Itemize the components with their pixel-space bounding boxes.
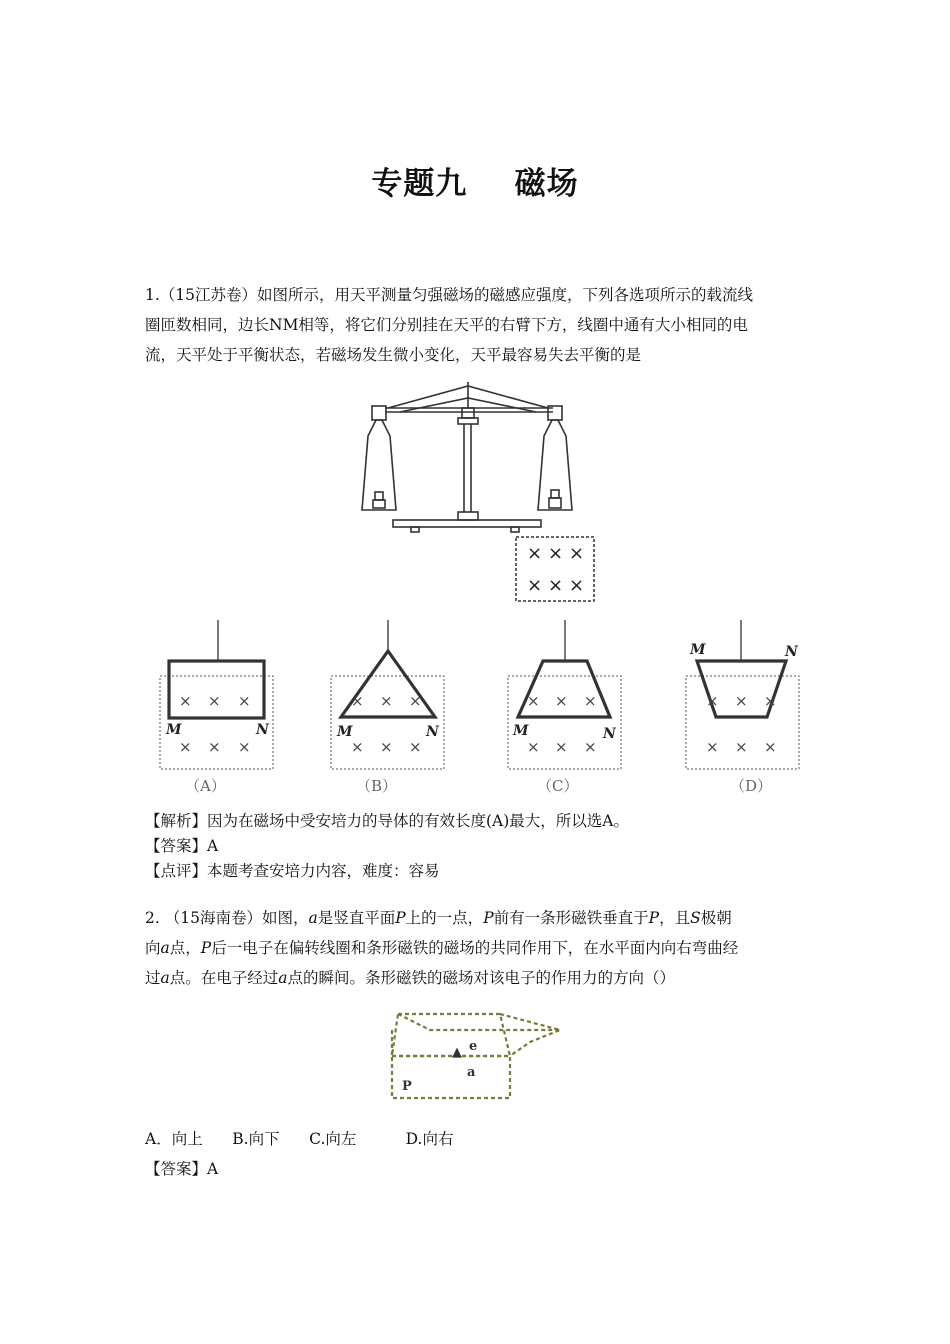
svg-text:M: M [337,724,353,740]
field-cross: × [569,543,585,564]
fig-plane-p-label: P [402,1079,412,1094]
svg-text:×: × [409,692,422,710]
q2-text-line-1: 2. （15海南卷）如图，a是竖直平面P上的一点，P前有一条形磁铁垂直于P，且S极朝 [145,909,732,927]
svg-text:×: × [179,738,192,756]
svg-text:M: M [166,722,182,738]
q1-text-line-3: 流，天平处于平衡状态，若磁场发生微小变化，天平最容易失去平衡的是 [145,346,642,364]
svg-text:N: N [426,724,439,740]
svg-text:M: M [690,642,706,658]
svg-text:×: × [208,692,221,710]
svg-text:×: × [351,738,364,756]
svg-text:×: × [351,692,364,710]
q1-analysis: 【解析】因为在磁场中受安培力的导体的有效长度(A)最大，所以选A。 [145,812,629,830]
field-cross: × [569,575,585,596]
svg-text:M: M [513,723,529,739]
svg-text:×: × [764,738,777,756]
svg-text:×: × [380,738,393,756]
svg-text:×: × [555,738,568,756]
option-c-caption: （C） [537,777,579,795]
svg-text:×: × [380,692,393,710]
svg-text:N: N [603,726,616,742]
svg-text:×: × [527,738,540,756]
option-d-caption: （D） [730,777,773,795]
svg-text:N: N [785,644,798,660]
q2-answer: 【答案】A [145,1160,219,1178]
svg-text:▲: ▲ [452,1045,462,1060]
field-cross: × [527,543,543,564]
fig-electron-label: e [469,1039,478,1054]
svg-text:×: × [238,738,251,756]
svg-text:N: N [256,722,269,738]
svg-text:×: × [735,692,748,710]
field-cross: × [548,543,564,564]
q1-answer: 【答案】A [145,837,219,855]
option-b-caption: （B） [356,777,398,795]
field-cross: × [527,575,543,596]
svg-text:×: × [764,692,777,710]
field-cross: × [548,575,564,596]
option-a-caption: （A） [185,777,226,795]
svg-text:×: × [179,692,192,710]
svg-text:×: × [208,738,221,756]
svg-text:×: × [735,738,748,756]
svg-text:×: × [555,692,568,710]
svg-text:×: × [584,738,597,756]
q1-comment: 【点评】本题考查安培力内容，难度：容易 [145,862,440,880]
q2-text-line-2: 向a点，P后一电子在偏转线圈和条形磁铁的磁场的共同作用下，在水平面内向右弯曲经 [145,939,739,957]
svg-text:×: × [706,738,719,756]
q1-text-line-1: 1.（15江苏卷）如图所示，用天平测量匀强磁场的磁感应强度，下列各选项所示的载流线 [145,286,754,304]
q1-text-line-2: 圈匝数相同，边长NM相等，将它们分别挂在天平的右臂下方，线圈中通有大小相同的电 [145,316,748,334]
svg-text:×: × [409,738,422,756]
svg-text:×: × [527,692,540,710]
q2-text-line-3: 过a点。在电子经过a点的瞬间。条形磁铁的磁场对该电子的作用力的方向（） [145,969,676,987]
fig-point-a-label: a [467,1065,476,1080]
svg-text:×: × [584,692,597,710]
page-title: 专题九 磁场 [371,166,579,202]
svg-text:×: × [238,692,251,710]
svg-text:×: × [706,692,719,710]
q2-choices: A．向上 B.向下 C.向左 D.向右 [145,1130,454,1148]
